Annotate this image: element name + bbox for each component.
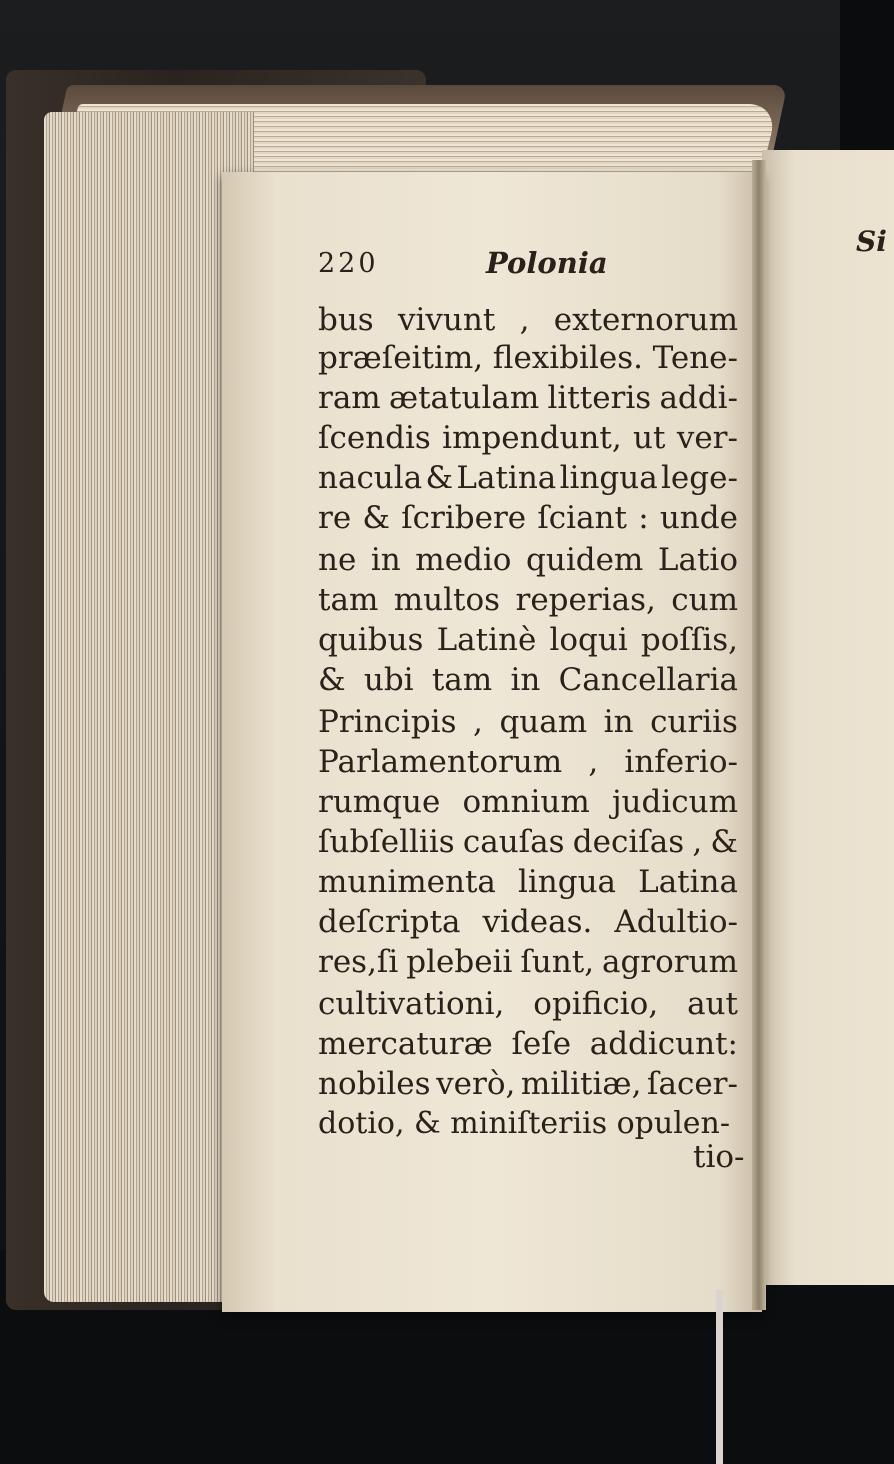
- text-line: nobiles verò, militiæ, ſacer-: [318, 1066, 738, 1102]
- catchword: tio-: [693, 1139, 745, 1175]
- text-line: dotio, & miniſteriis opulen-: [318, 1106, 731, 1141]
- text-line: re & ſcribere ſciant : unde: [318, 500, 738, 536]
- text-line: præſeitim, flexibiles. Tene-: [318, 340, 738, 376]
- text-line: quibus Latinè loqui poſſis,: [318, 622, 738, 658]
- running-head: Polonia: [486, 246, 608, 280]
- text-line: & ubi tam in Cancellaria: [318, 662, 738, 698]
- text-line: munimenta lingua Latina: [318, 864, 738, 900]
- right-running-head: Si: [856, 225, 887, 258]
- text-line: tam multos reperias, cum: [318, 582, 738, 618]
- text-line: ne in medio quidem Latio: [318, 542, 738, 578]
- page-number: 220: [318, 248, 379, 279]
- text-line: ſubſelliis cauſas deciſas , &: [318, 824, 738, 860]
- text-line: bus vivunt , externorum: [318, 302, 738, 338]
- right-page: [762, 150, 894, 1285]
- text-line: ſcendis impendunt, ut ver-: [318, 420, 738, 456]
- text-line: nacula & Latina lingua lege-: [318, 460, 738, 496]
- text-line: mercaturæ ſeſe addicunt:: [318, 1026, 738, 1062]
- text-line: Principis , quam in curiis: [318, 704, 738, 740]
- text-line: res,ſi plebeii ſunt, agrorum: [318, 944, 738, 980]
- spine-highlight: [716, 1290, 723, 1464]
- book-gutter: [752, 160, 766, 1310]
- text-line: cultivationi, opificio, aut: [318, 986, 738, 1022]
- text-line: ram ætatulam litteris addi-: [318, 380, 738, 416]
- text-line: Parlamentorum , inferio-: [318, 744, 738, 780]
- text-line: deſcripta videas. Adultio-: [318, 904, 738, 940]
- page-header: [318, 248, 738, 292]
- text-line: rumque omnium judicum: [318, 784, 738, 820]
